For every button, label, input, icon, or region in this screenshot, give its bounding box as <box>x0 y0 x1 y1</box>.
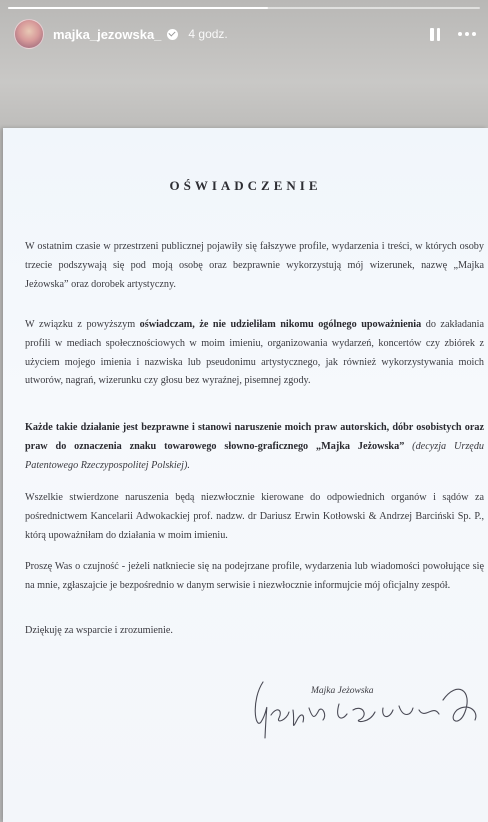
paragraph-3-italic: (decyzja Urzędu Patentowego Rzeczypospolitej Polskiej). <box>25 440 485 471</box>
paragraph-3-bold: Każde takie działanie jest bezprawne i stanowi naruszenie moich praw autorskich, dóbr osobistych oraz praw do oznaczenia znaku towarowego słowno-graficznego „Majka Jeżowska” <box>25 422 484 452</box>
pause-icon[interactable] <box>430 28 440 41</box>
username[interactable]: majka_jezowska_ <box>53 26 162 42</box>
paragraph-1: W ostatnim czasie w przestrzeni publicznej pojawiły się fałszywe profile, wydarzenia i treści, w których osoby trzecie podszywają się pod moją osobę oraz bezprawnie wykorzystują mój wizerunek, nazwę „Majka Jeżowska” oraz dorobek artystyczny. <box>25 241 484 290</box>
paragraph-5: Proszę Was o czujność - jeżeli natkniecie się na podejrzane profile, wydarzenia lub wiadomości powołujące się na mnie, zgłaszajcie je bezpośrednio w danym serwisie i niezwłocznie informujcie mój oficjalny zespół. <box>25 561 484 591</box>
statement-document <box>3 128 488 822</box>
story-progress-bar <box>8 7 480 9</box>
post-time: 4 godz. <box>188 27 228 41</box>
handwritten-signature-icon <box>243 660 483 740</box>
signer-name: Majka Jeżowska <box>311 686 374 696</box>
paragraph-2-declaration: oświadczam, że nie udzieliłam nikomu ogólnego upoważnienia <box>139 319 422 330</box>
verified-badge-icon <box>167 29 178 40</box>
paragraph-2-intro: W związku z powyższym <box>25 319 140 330</box>
paragraph-4: Wszelkie stwierdzone naruszenia będą niezwłocznie kierowane do odpowiednich organów i sądów za pośrednictwem Kancelarii Adwokackiej prof. nadzw. dr Dariusz Erwin Kotłowski & Andrzej Barciński Sp. P., którą upoważniłam do działania w moim imieniu. <box>25 492 484 541</box>
story-header <box>14 18 476 50</box>
paragraph-2-body: do zakładania profili w mediach społecznościowych w moim imieniu, organizowania wydarzeń, koncertów czy zbiórek z użyciem mojego imienia i nazwiska lub pseudonimu artystycznego, jak również wykorzystywania moich utworów, nagrań, wizerunku czy głosu bez wyraźnej, pisemnej zgody. <box>25 319 484 387</box>
avatar[interactable] <box>14 19 44 49</box>
paragraph-2 <box>25 316 484 391</box>
document-title: OŚWIADCZENIE <box>169 178 322 193</box>
paragraph-6: Dziękuję za wsparcie i zrozumienie. <box>25 625 173 636</box>
more-icon[interactable] <box>458 32 476 36</box>
story-progress-fill <box>8 7 268 9</box>
paragraph-3 <box>25 419 484 475</box>
